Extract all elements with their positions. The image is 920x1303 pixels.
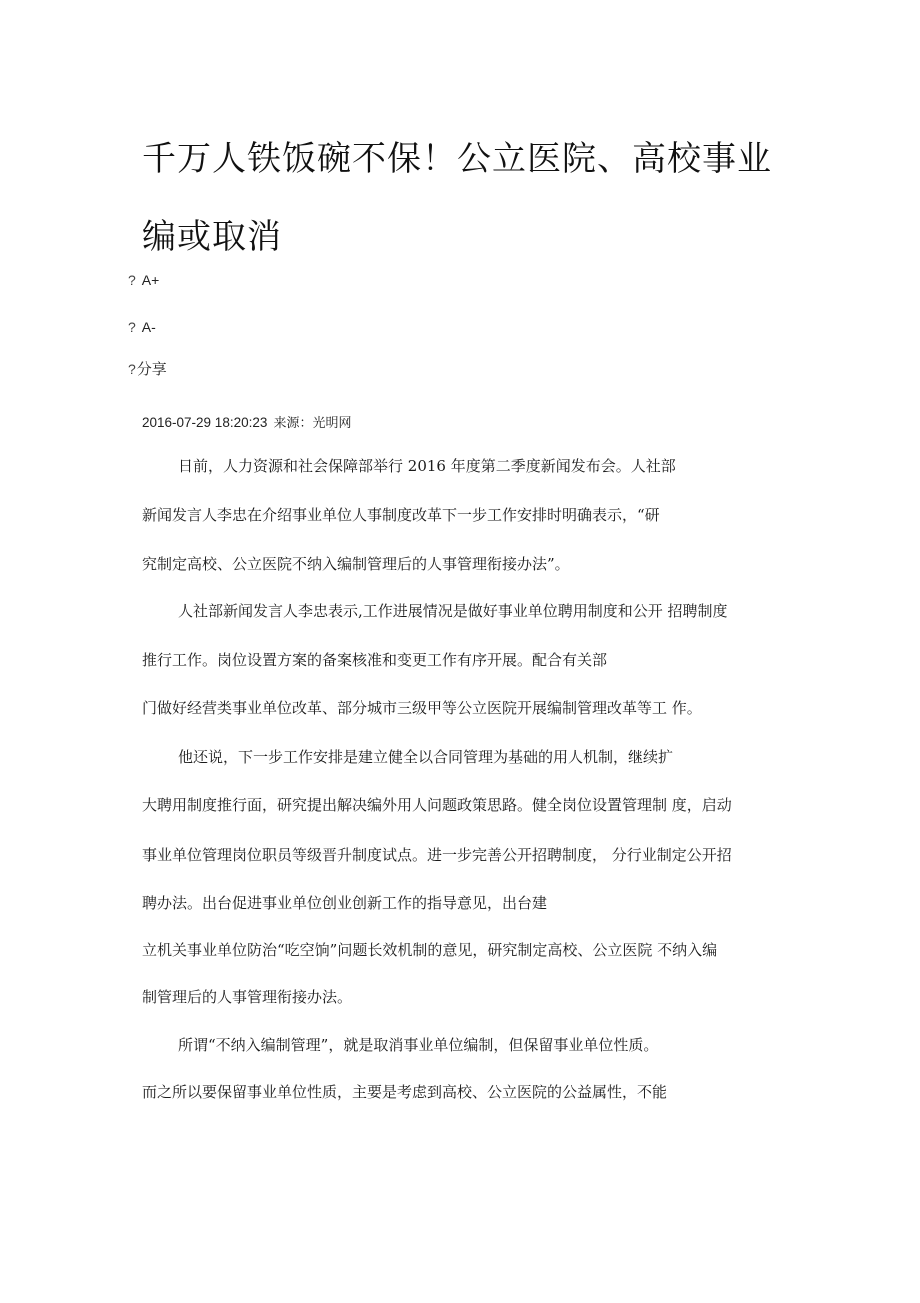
font-decrease-icon: ? [128, 319, 136, 335]
body-line: 日前，人力资源和社会保障部举行 2016 年度第二季度新闻发布会。人社部 [178, 457, 676, 475]
body-line: 新闻发言人李忠在介绍事业单位人事制度改革下一步工作安排时明确表示，“研 [142, 506, 660, 524]
font-increase-label: A+ [141, 272, 160, 288]
body-line: 所谓“不纳入编制管理”，就是取消事业单位编制，但保留事业单位性质。 [178, 1036, 659, 1054]
article-title [142, 120, 782, 276]
publish-datetime: 2016-07-29 18:20:23 [142, 415, 268, 430]
font-decrease-label: A- [141, 319, 156, 335]
article-source: 来源：光明网 [273, 416, 352, 431]
article-title-line-2: 编或取消 [142, 217, 282, 257]
share-button[interactable] [128, 360, 167, 378]
body-line: 他还说，下一步工作安排是建立健全以合同管理为基础的用人机制，继续扩 [178, 748, 674, 766]
font-decrease-button[interactable] [128, 318, 156, 336]
article-title-line-1: 千万人铁饭碗不保！公立医院、高校事业 [142, 139, 772, 179]
body-line: 事业单位管理岗位职员等级晋升制度试点。进一步完善公开招聘制度， 分行业制定公开招 [142, 846, 732, 864]
body-line: 而之所以要保留事业单位性质，主要是考虑到高校、公立医院的公益属性，不能 [142, 1083, 668, 1101]
body-line: 人社部新闻发言人李忠表示,工作进展情况是做好事业单位聘用制度和公开 招聘制度 [178, 602, 728, 620]
body-line: 立机关事业单位防治“吃空饷”问题长效机制的意见，研究制定高校、公立医院 不纳入编 [142, 941, 718, 959]
body-line: 究制定高校、公立医院不纳入编制管理后的人事管理衔接办法”。 [142, 555, 570, 573]
body-line: 制管理后的人事管理衔接办法。 [142, 988, 353, 1006]
body-line: 推行工作。岗位设置方案的备案核准和变更工作有序开展。配合有关部 [142, 651, 608, 669]
share-label: 分享 [136, 360, 167, 378]
article-meta [142, 414, 352, 433]
font-increase-button[interactable] [128, 271, 159, 289]
body-line: 聘办法。出台促进事业单位创业创新工作的指导意见，出台建 [142, 894, 548, 912]
font-increase-icon: ? [128, 272, 136, 288]
body-line: 门做好经营类事业单位改革、部分城市三级甲等公立医院开展编制管理改革等工 作。 [142, 699, 702, 717]
body-line: 大聘用制度推行面，研究提出解决编外用人问题政策思路。健全岗位设置管理制 度，启动 [142, 796, 732, 814]
share-icon: ? [128, 361, 136, 377]
